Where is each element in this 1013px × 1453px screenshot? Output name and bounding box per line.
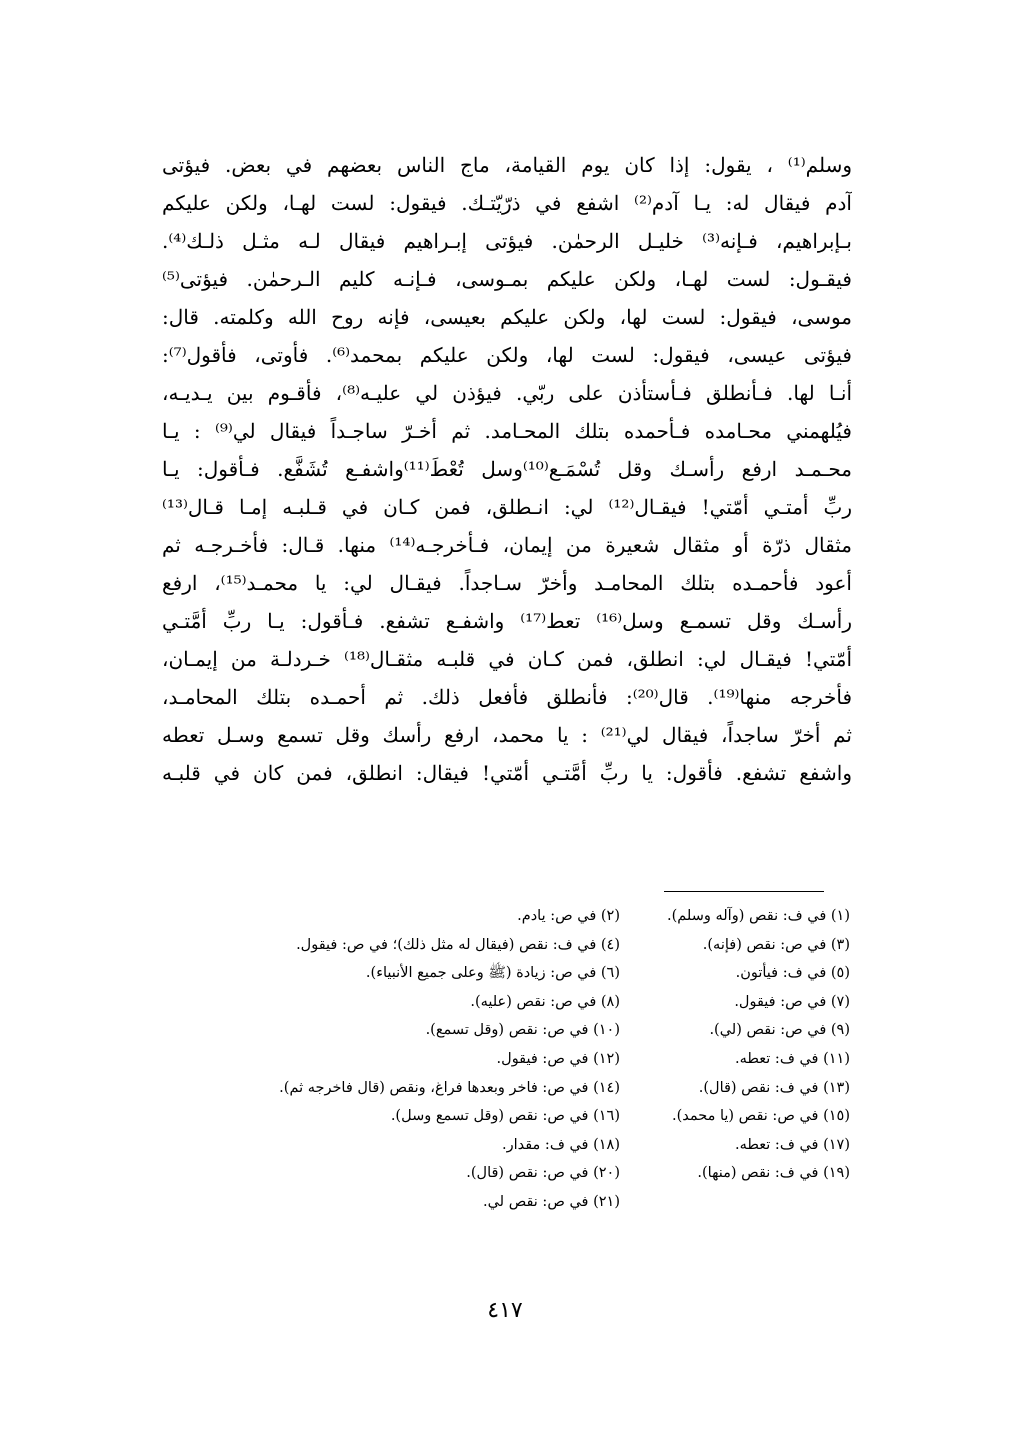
text-line: ربِّ أمتـي أمّتي! فيقـال⁽¹²⁾ لي: انـطلق، فمن كـان في قـلبـه إمـا قـال⁽¹³⁾ xyxy=(162,495,852,519)
footnote: (١٧) في ف: تعطه. xyxy=(735,1136,850,1153)
text-line: ثم أخرّ ساجداً، فيقال لي⁽²¹⁾ : يا محمد، ارفع رأسك وقل تسمع وسـل تعطه xyxy=(162,723,852,747)
text-line: رأسـك وقل تسمـع وسل⁽¹⁶⁾ تعط⁽¹⁷⁾ واشفـع تشفع. فـأقول: يـا ربِّ أمَّتـي xyxy=(162,609,852,633)
footnote xyxy=(640,1188,850,1217)
text-line: واشفع تشفع. فأقول: يا ربِّ أمَّتـي أمّتي! فيقال: انطلق، فمن كان في قلبـه xyxy=(162,761,852,785)
page-number: ٤١٧ xyxy=(487,1298,523,1323)
footnote-row xyxy=(160,988,850,1017)
footnote: (٨) في ص: نقص (عليه). xyxy=(470,993,620,1010)
footnote: (٢١) في ص: نقص لي. xyxy=(482,1193,620,1210)
footnote-row xyxy=(160,1159,850,1188)
text-line: أعود فأحمـده بتلك المحامـد وأخرّ سـاجداً. فيقـال لي: يا محمـد⁽¹⁵⁾، ارفع xyxy=(162,571,852,595)
text-line: أمّتي! فيقـال لي: انطلق، فمن كـان في قلبـه مثقـال⁽¹⁸⁾ خـردلـة من إيمـان، xyxy=(162,647,852,671)
text-line: أنـا لها. فـأنطلق فـأستأذن على ربّي. فيؤذن لي عليـه⁽⁸⁾، فأقـوم بين يـديـه، xyxy=(162,381,852,405)
footnote-row xyxy=(160,959,850,988)
text-line: محـمـد ارفع رأسـك وقل تُسْمَـع⁽¹⁰⁾وسل تُعْطَ⁽¹¹⁾واشفـع تُشَفَّع. فـأقول: يـا xyxy=(162,457,852,481)
text-line: وسلم⁽¹⁾ ، يقول: إذا كان يوم القيامة، ماج الناس بعضهم في بعض. فيؤتى xyxy=(162,153,852,177)
footnote: (٥) في ف: فيأتون. xyxy=(735,965,850,982)
footnote: (١١) في ف: تعطه. xyxy=(735,1050,850,1067)
footnote: (٢٠) في ص: نقص (قال). xyxy=(466,1165,620,1182)
footnote: (١٩) في ف: نقص (منها). xyxy=(697,1165,850,1182)
footnote: (١٠) في ص: نقص (وقل تسمع). xyxy=(425,1022,620,1039)
footnote: (١٤) في ص: فاخر وبعدها فراغ، ونقص (قال فاخرجه ثم). xyxy=(279,1079,620,1096)
footnote: (١٨) في ف: مقدار. xyxy=(501,1136,620,1153)
footnote-row xyxy=(160,1131,850,1160)
footnote-row xyxy=(160,931,850,960)
footnote: (٢) في ص: يادم. xyxy=(517,908,620,924)
footnote-row xyxy=(160,1102,850,1131)
footnote-row xyxy=(160,902,850,931)
footnote: (٧) في ص: فيقول. xyxy=(734,993,850,1010)
footnote: (٣) في ص: نقص (فإنه). xyxy=(702,936,850,953)
text-line: موسى، فيقول: لست لها، ولكن عليكم بعيسى، فإنه روح الله وكلمته. قال: xyxy=(162,305,852,329)
footnote-separator xyxy=(664,891,824,892)
main-text xyxy=(162,146,852,792)
text-line: بـإبراهيم، فـإنه⁽³⁾ خليـل الرحمٰن. فيؤتى إبـراهيم فيقال لـه مثـل ذلـك⁽⁴⁾. xyxy=(162,229,852,253)
footnote-row xyxy=(160,1016,850,1045)
text-line: فيؤتى عيسى، فيقول: لست لها، ولكن عليكم بمحمد⁽⁶⁾. فأوتى، فأقول⁽⁷⁾: xyxy=(162,343,852,367)
footnote: (١٢) في ص: فيقول. xyxy=(496,1050,620,1067)
text-line: آدم فيقال له: يـا آدم⁽²⁾ اشفع في ذرّيّتـك. فيقول: لست لهـا، ولكن عليكم xyxy=(162,191,852,215)
footnote-row xyxy=(160,1074,850,1103)
text-line: فأخرجه منها⁽¹⁹⁾. قال⁽²⁰⁾: فأنطلق فأفعل ذلك. ثم أحمـده بتلك المحامـد، xyxy=(162,685,852,709)
text-line: مثقال ذرّة أو مثقال شعيرة من إيمان، فـأخرجـه⁽¹⁴⁾ منها. قـال: فأخـرجـه ثم xyxy=(162,533,852,557)
footnote: (١٣) في ف: نقص (قال). xyxy=(698,1079,850,1096)
footnote-row xyxy=(160,1045,850,1074)
footnote: (٩) في ص: نقص (لي). xyxy=(709,1022,850,1039)
footnote: (١) في ف: نقص (وآله وسلم). xyxy=(667,908,850,924)
footnote-row xyxy=(160,1188,850,1217)
footnote: (١٥) في ص: نقص (يا محمد). xyxy=(671,1108,850,1125)
footnote: (٦) في ص: زيادة (ﷺ وعلى جميع الأنبياء). xyxy=(365,965,620,982)
footnotes xyxy=(160,902,850,1217)
footnote: (٤) في ف: نقص (فيقال له مثل ذلك)؛ في ص: فيقول. xyxy=(296,936,620,953)
text-line: فيقـول: لست لهـا، ولكن عليكم بمـوسى، فـإنـه كليم الـرحمٰن. فيؤتى⁽⁵⁾ xyxy=(162,267,852,291)
footnote: (١٦) في ص: نقص (وقل تسمع وسل). xyxy=(390,1108,620,1125)
text-line: فيُلهمني محـامده فـأحمده بتلك المحـامد. ثم أخـرّ ساجـداً فيقال لي⁽⁹⁾ : يـا xyxy=(162,419,852,443)
